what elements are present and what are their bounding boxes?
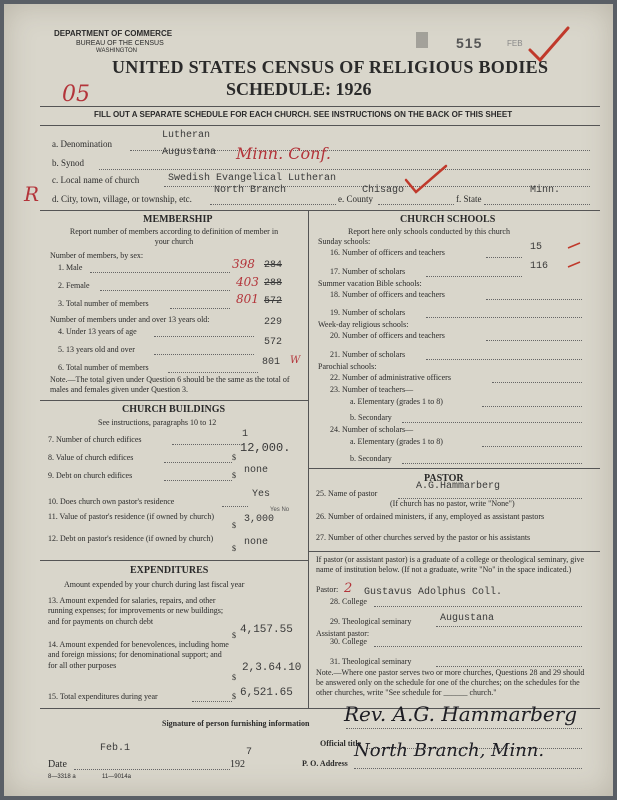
- q28-value: Gustavus Adolphus Coll.: [364, 587, 503, 598]
- buildings-heading: CHURCH BUILDINGS: [122, 404, 226, 415]
- po-address-value: North Branch, Minn.: [354, 740, 545, 761]
- po-address-label: P. O. Address: [302, 759, 348, 768]
- q27-label: 27. Number of other churches served by the pastor or his assistants: [316, 533, 531, 542]
- schedule-year: SCHEDULE: 1926: [226, 79, 372, 99]
- county-label: e. County: [338, 194, 373, 204]
- q13-dollar: $: [232, 631, 236, 640]
- year-prefix: 192: [230, 759, 245, 770]
- pastor-heading: PASTOR: [424, 473, 464, 484]
- q15-value: 6,521.65: [240, 687, 293, 699]
- q5-value: 572: [264, 337, 283, 348]
- local-name-value: Swedish Evangelical Lutheran: [168, 173, 337, 184]
- q13-value: 4,157.55: [240, 624, 293, 636]
- signature-label: Signature of person furnishing information: [162, 719, 310, 728]
- summer-label: Summer vacation Bible schools:: [318, 279, 422, 288]
- q12-value: none: [244, 537, 269, 548]
- q11-dollar: $: [232, 521, 236, 530]
- q13-label: 13. Amount expended for salaries, repairs, and other running expenses; for improvements or new buildings; and for payments on church debt: [48, 596, 224, 626]
- assistant-label: Assistant pastor:: [316, 629, 370, 638]
- county-value: Chisago: [362, 185, 405, 196]
- census-schedule-document: [4, 4, 613, 796]
- instruction-line: FILL OUT A SEPARATE SCHEDULE FOR EACH CHURCH. SEE INSTRUCTIONS ON THE BACK OF THIS SHEET: [94, 110, 513, 119]
- q9-dollar: $: [232, 471, 236, 480]
- q17-value: 116: [530, 261, 549, 272]
- q3-label: 3. Total number of members: [58, 299, 149, 308]
- denomination-label: a. Denomination: [52, 139, 112, 149]
- q9-value: none: [244, 465, 269, 476]
- q11-label: 11. Value of pastor's residence (if owned by church): [48, 512, 215, 521]
- print-number: 11—9014a: [102, 774, 131, 780]
- q19-label: 19. Number of scholars: [330, 308, 406, 317]
- handwritten-code: 05: [62, 82, 90, 107]
- schools-sub: Report here only schools conducted by this church: [348, 227, 510, 236]
- state-label: f. State: [456, 194, 482, 204]
- membership-heading: MEMBERSHIP: [143, 214, 213, 225]
- q15-dollar: $: [232, 692, 236, 701]
- q12-label: 12. Debt on pastor's residence (if owned by church): [48, 534, 214, 543]
- q20-label: 20. Number of officers and teachers: [330, 331, 445, 340]
- q16-label: 16. Number of officers and teachers: [330, 248, 445, 257]
- q23a-label: a. Elementary (grades 1 to 8): [350, 397, 443, 406]
- q3-handwritten: 801: [236, 292, 259, 306]
- q22-label: 22. Number of administrative officers: [330, 373, 451, 382]
- graduate-note: If pastor (or assistant pastor) is a graduate of a college or theological seminary, give name of institution below. (If not a graduate, write "No" in the space indicated.): [316, 555, 585, 574]
- q17-label: 17. Number of scholars: [330, 267, 406, 276]
- synod-value: Augustana: [162, 147, 217, 158]
- q14-value: 2,3.64.10: [242, 662, 302, 674]
- local-name-label: c. Local name of church: [52, 175, 140, 185]
- schools-heading: CHURCH SCHOOLS: [400, 214, 496, 225]
- q25-value: A.G.Hammarberg: [416, 481, 501, 492]
- q7-label: 7. Number of church edifices: [48, 435, 142, 444]
- synod-label: b. Synod: [52, 158, 85, 168]
- stamp-mark-icon: [416, 32, 428, 48]
- pastor-note: Note.—Where one pastor serves two or more churches, Questions 28 and 29 should be answered only on the schedule for one of the churches; on the schedules for the other churches, write "See schedule for ______ church.": [316, 668, 585, 697]
- q4-value: 229: [264, 317, 283, 328]
- q8-value: 12,000.: [240, 441, 291, 455]
- q24-label: 24. Number of scholars—: [330, 425, 414, 434]
- by-sex-label: Number of members, by sex:: [50, 251, 144, 260]
- expenditures-sub: Amount expended by your church during last fiscal year: [64, 580, 245, 589]
- bureau-label: BUREAU OF THE CENSUS: [76, 40, 164, 47]
- pastor-mark: 2: [344, 581, 353, 596]
- q25-label: 25. Name of pastor: [316, 489, 378, 498]
- q8-label: 8. Value of church edifices: [48, 453, 134, 462]
- q5-label: 5. 13 years old and over: [58, 345, 135, 354]
- q6-value: 801: [262, 357, 281, 368]
- q25-note: (If church has no pastor, write "None"): [390, 499, 515, 508]
- q1-label: 1. Male: [58, 263, 83, 272]
- q6-mark: W: [290, 355, 301, 366]
- q29-label: 29. Theological seminary: [330, 617, 412, 626]
- signature-value: Rev. A.G. Hammarberg: [344, 702, 578, 726]
- q10-label: 10. Does church own pastor's residence: [48, 497, 175, 506]
- q8-dollar: $: [232, 453, 236, 462]
- sunday-label: Sunday schools:: [318, 237, 371, 246]
- expenditures-heading: EXPENDITURES: [130, 565, 209, 576]
- q30-label: 30. College: [330, 637, 367, 646]
- q1-value: 284: [264, 260, 283, 271]
- q9-label: 9. Debt on church edifices: [48, 471, 133, 480]
- form-number: 8—3318 a: [48, 774, 76, 780]
- tick-red-icon: [566, 260, 582, 270]
- state-value: Minn.: [530, 185, 561, 196]
- q1-handwritten: 398: [232, 257, 255, 271]
- q18-label: 18. Number of officers and teachers: [330, 290, 445, 299]
- q14-dollar: $: [232, 673, 236, 682]
- q31-label: 31. Theological seminary: [330, 657, 412, 666]
- q4-label: 4. Under 13 years of age: [58, 327, 137, 336]
- q2-handwritten: 403: [236, 275, 259, 289]
- city-label: d. City, town, village, or township, etc.: [52, 194, 192, 204]
- received-stamp: FEB: [507, 39, 523, 48]
- weekday-label: Week-day religious schools:: [318, 320, 409, 329]
- age-label: Number of members under and over 13 years old:: [50, 315, 210, 324]
- q29-value: Augustana: [440, 613, 495, 624]
- q24b-label: b. Secondary: [350, 454, 392, 463]
- year-digit: 7: [246, 747, 253, 758]
- q6-label: 6. Total number of members: [58, 363, 149, 372]
- q23-label: 23. Number of teachers—: [330, 385, 414, 394]
- department-label: DEPARTMENT OF COMMERCE: [54, 29, 173, 38]
- membership-intro: Report number of members according to definition of member in your church: [69, 227, 279, 246]
- q7-value: 1: [242, 429, 249, 440]
- q11-value: 3,000: [244, 514, 275, 525]
- q14-label: 14. Amount expended for benevolences, including home and foreign missions; for denominational support; and for all other purposes: [48, 640, 229, 670]
- q24a-label: a. Elementary (grades 1 to 8): [350, 437, 443, 446]
- schedule-number: 515: [456, 35, 483, 51]
- q2-value: 288: [264, 278, 283, 289]
- q3-value: 572: [264, 296, 283, 307]
- city-value: North Branch: [214, 185, 287, 196]
- q28-label: 28. College: [330, 597, 367, 606]
- membership-note: Note.—The total given under Question 6 should be the same as the total of males and females given under Question 3.: [50, 375, 290, 395]
- buildings-sub: See instructions, paragraphs 10 to 12: [98, 418, 217, 427]
- parochial-label: Parochial schools:: [318, 362, 377, 371]
- tick-red-icon: [566, 241, 582, 251]
- date-label: Date: [48, 759, 67, 770]
- checkmark-red-icon: [402, 162, 450, 196]
- synod-handwritten-note: Minn. Conf.: [236, 144, 331, 163]
- q10-value: Yes: [252, 489, 271, 500]
- city-label: WASHINGTON: [96, 48, 138, 54]
- date-value: Feb.1: [100, 743, 131, 754]
- denomination-value: Lutheran: [162, 130, 211, 141]
- margin-handwritten-r: R: [24, 182, 40, 206]
- form-title: UNITED STATES CENSUS OF RELIGIOUS BODIES: [112, 57, 549, 77]
- q12-dollar: $: [232, 544, 236, 553]
- q16-value: 15: [530, 242, 543, 253]
- pastor-sub-label: Pastor:: [316, 585, 339, 594]
- q21-label: 21. Number of scholars: [330, 350, 406, 359]
- q23b-label: b. Secondary: [350, 413, 392, 422]
- q2-label: 2. Female: [58, 281, 90, 290]
- official-title-label: Official title: [320, 739, 362, 748]
- q11-yes-no: Yes No: [270, 507, 290, 513]
- q15-label: 15. Total expenditures during year: [48, 692, 158, 701]
- q26-label: 26. Number of ordained ministers, if any, employed as assistant pastors: [316, 512, 545, 521]
